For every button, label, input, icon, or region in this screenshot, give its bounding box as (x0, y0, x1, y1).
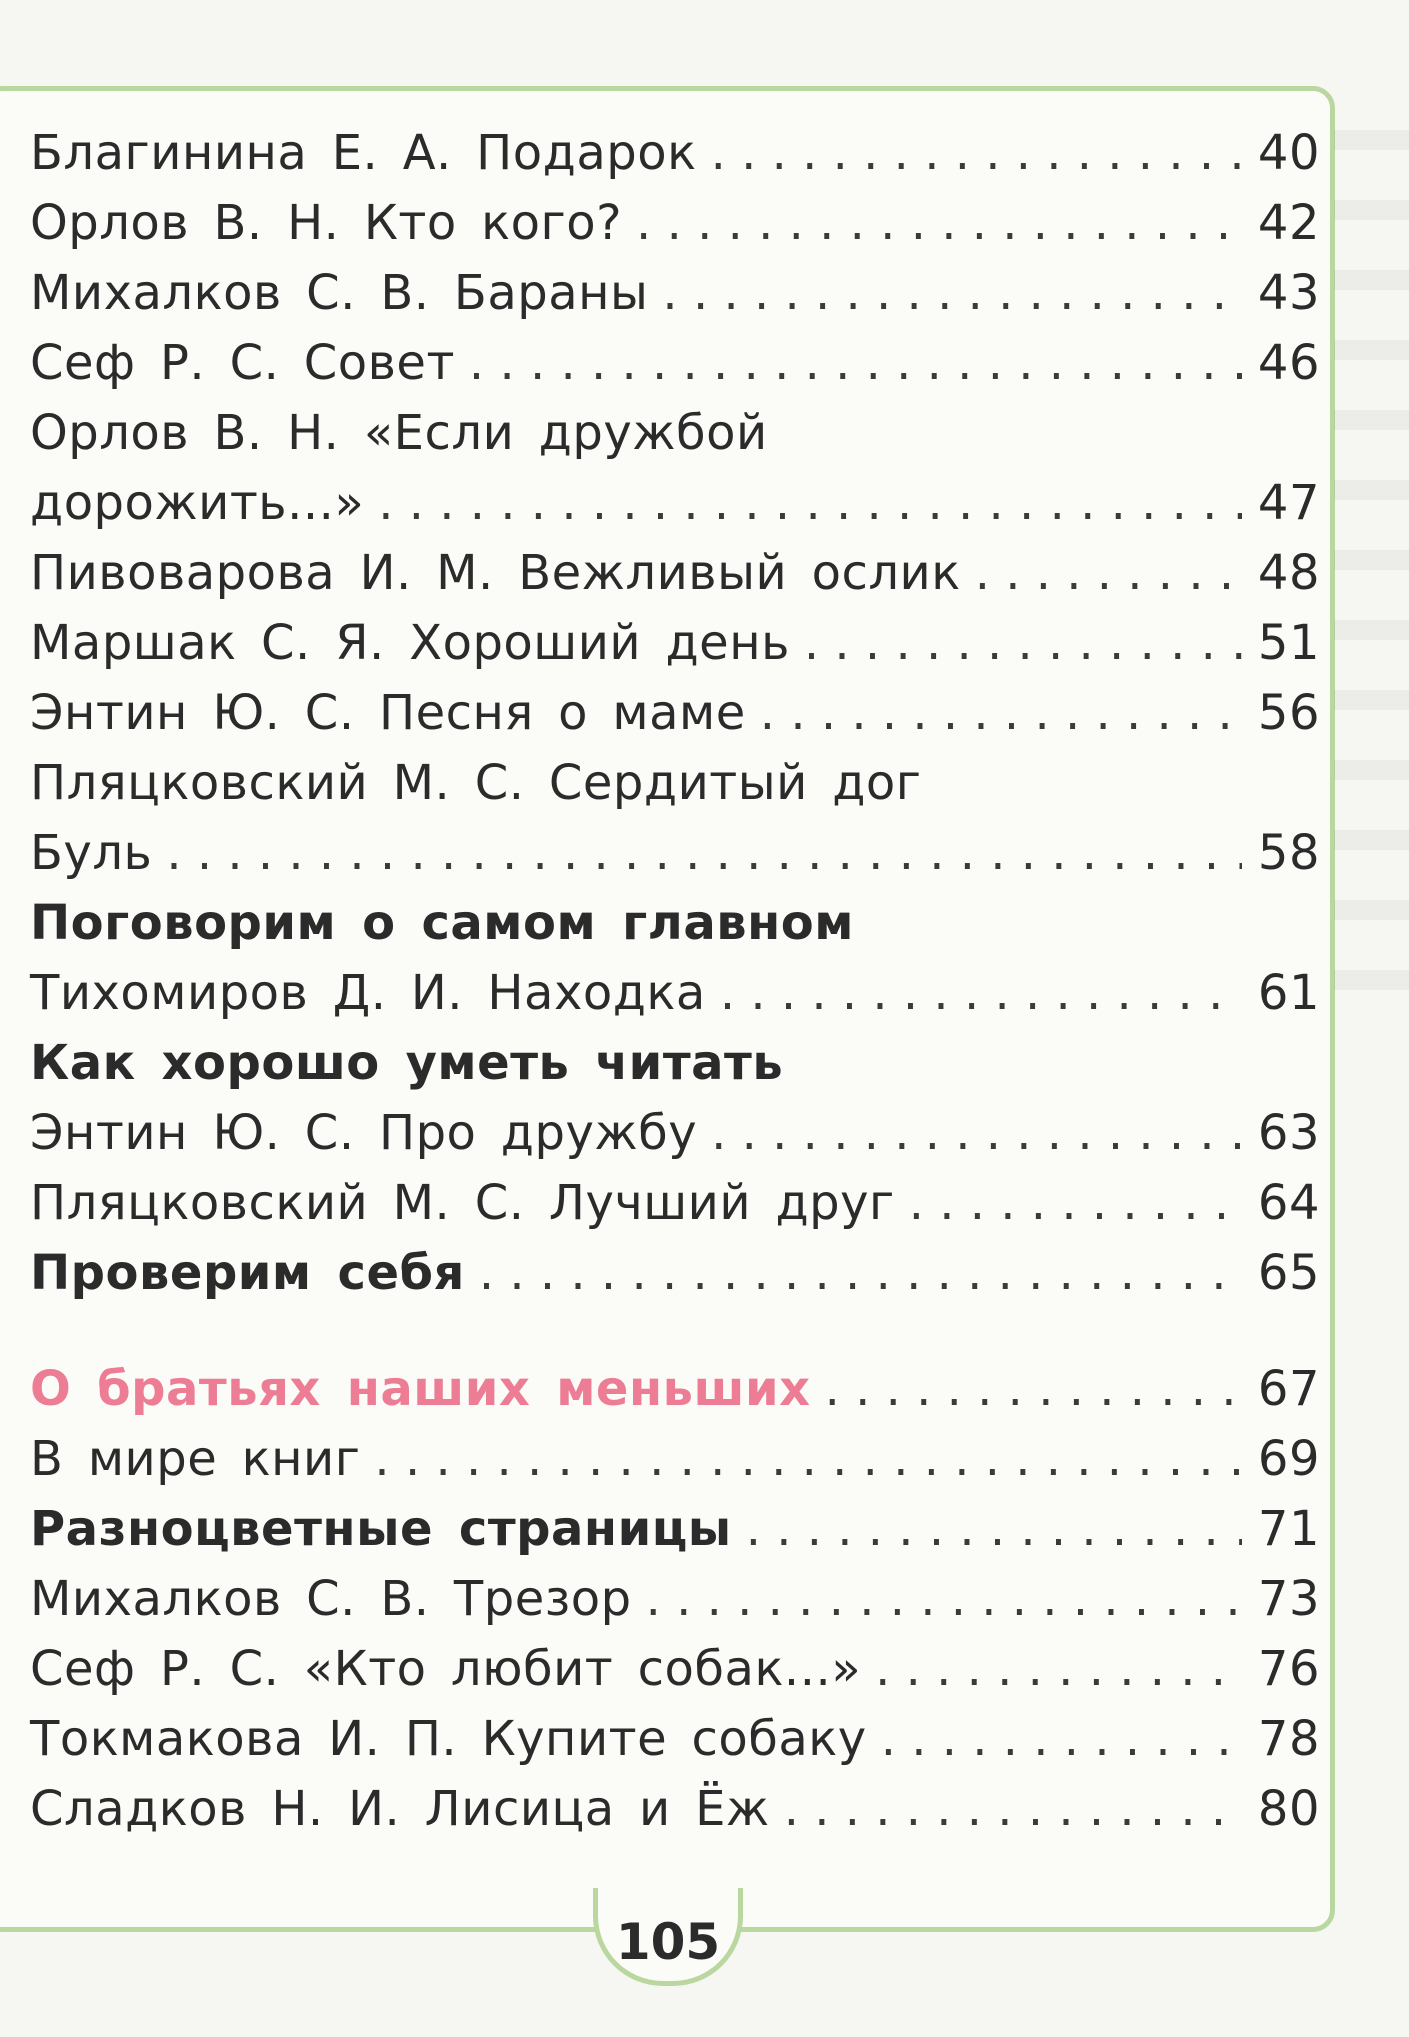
toc-row (30, 1564, 1320, 1634)
toc-section (30, 1354, 1320, 1424)
toc-heading-title: Как хорошо уметь читать (30, 1035, 784, 1091)
toc-title: Пивоварова И. М. Вежливый ослик (30, 545, 961, 601)
toc-row (30, 1774, 1320, 1844)
toc-page: 51 (1257, 615, 1320, 671)
toc-dots (711, 1098, 1242, 1168)
toc-row (30, 468, 1320, 538)
toc-dots (166, 818, 1242, 888)
toc-row (30, 748, 1320, 818)
toc-page: 61 (1257, 965, 1320, 1021)
bleed-through-text (1334, 130, 1409, 1030)
toc-row (30, 1168, 1320, 1238)
toc-title: Энтин Ю. С. Песня о маме (30, 685, 746, 741)
toc-dots (825, 1354, 1242, 1424)
toc-dots (711, 118, 1242, 188)
toc-title: Михалков С. В. Трезор (30, 1571, 632, 1627)
toc-page: 69 (1257, 1431, 1320, 1487)
toc-title: Маршак С. Я. Хороший день (30, 615, 790, 671)
toc-row (30, 398, 1320, 468)
toc-page: 71 (1257, 1501, 1320, 1557)
toc-page: 80 (1257, 1781, 1320, 1837)
toc-page: 40 (1257, 125, 1320, 181)
toc-page: 58 (1257, 825, 1320, 881)
toc-title: В мире книг (30, 1431, 361, 1487)
toc-row (30, 1634, 1320, 1704)
toc-dots (479, 1238, 1242, 1308)
toc-title: Сеф Р. С. Совет (30, 335, 455, 391)
toc-heading-title: Проверим себя (30, 1245, 465, 1301)
toc-dots (646, 1564, 1242, 1634)
toc-heading (30, 1028, 1320, 1098)
toc-title: Пляцковский М. С. Сердитый дог (30, 755, 922, 811)
toc-row (30, 608, 1320, 678)
toc-row (30, 1704, 1320, 1774)
toc-heading (30, 1238, 1320, 1308)
toc-dots (975, 538, 1242, 608)
toc-dots (662, 258, 1242, 328)
toc-page: 64 (1257, 1175, 1320, 1231)
toc-page: 76 (1257, 1641, 1320, 1697)
toc-title: Сеф Р. С. «Кто любит собак...» (30, 1641, 862, 1697)
toc-page: 67 (1257, 1361, 1320, 1417)
toc-row (30, 818, 1320, 888)
toc-row (30, 118, 1320, 188)
toc-title: Орлов В. Н. Кто кого? (30, 195, 623, 251)
toc-page: 46 (1257, 335, 1320, 391)
toc-row (30, 328, 1320, 398)
toc-page: 43 (1257, 265, 1320, 321)
page-number: 105 (615, 1913, 721, 1971)
toc-title: Орлов В. Н. «Если дружбой (30, 405, 768, 461)
toc-dots (746, 1494, 1242, 1564)
toc-dots (374, 1424, 1242, 1494)
toc-heading-title: Поговорим о самом главном (30, 895, 854, 951)
toc-row (30, 958, 1320, 1028)
toc-page: 48 (1257, 545, 1320, 601)
toc-page: 63 (1257, 1105, 1320, 1161)
toc-title: Михалков С. В. Бараны (30, 265, 649, 321)
toc-title: Пляцковский М. С. Лучший друг (30, 1175, 895, 1231)
toc-dots (760, 678, 1242, 748)
toc-title: Буль (30, 825, 153, 881)
toc-heading-title: Разноцветные страницы (30, 1501, 732, 1557)
toc-dots (909, 1168, 1242, 1238)
toc-title: дорожить...» (30, 475, 365, 531)
toc-dots (784, 1774, 1242, 1844)
toc-row (30, 188, 1320, 258)
section-gap (30, 1308, 1320, 1354)
toc-title: Сладков Н. И. Лисица и Ёж (30, 1781, 770, 1837)
toc-row (30, 538, 1320, 608)
toc-section-title: О братьях наших меньших (30, 1361, 811, 1417)
toc-page: 47 (1257, 475, 1320, 531)
toc-dots (720, 958, 1242, 1028)
toc-dots (469, 328, 1242, 398)
toc-heading (30, 888, 1320, 958)
toc-title: Благинина Е. А. Подарок (30, 125, 697, 181)
toc-dots (804, 608, 1242, 678)
toc-title: Энтин Ю. С. Про дружбу (30, 1105, 698, 1161)
toc-row (30, 1098, 1320, 1168)
toc-page: 73 (1257, 1571, 1320, 1627)
toc-page: 65 (1257, 1245, 1320, 1301)
toc-title: Тихомиров Д. И. Находка (30, 965, 706, 1021)
toc-title: Токмакова И. П. Купите собаку (30, 1711, 867, 1767)
toc-heading (30, 1494, 1320, 1564)
toc-row (30, 1424, 1320, 1494)
table-of-contents (30, 118, 1320, 1844)
toc-dots (881, 1704, 1242, 1774)
toc-row (30, 258, 1320, 328)
toc-page: 42 (1257, 195, 1320, 251)
toc-page: 56 (1257, 685, 1320, 741)
toc-dots (875, 1634, 1242, 1704)
toc-dots (378, 468, 1242, 538)
toc-row (30, 678, 1320, 748)
toc-page: 78 (1257, 1711, 1320, 1767)
toc-dots (636, 188, 1242, 258)
